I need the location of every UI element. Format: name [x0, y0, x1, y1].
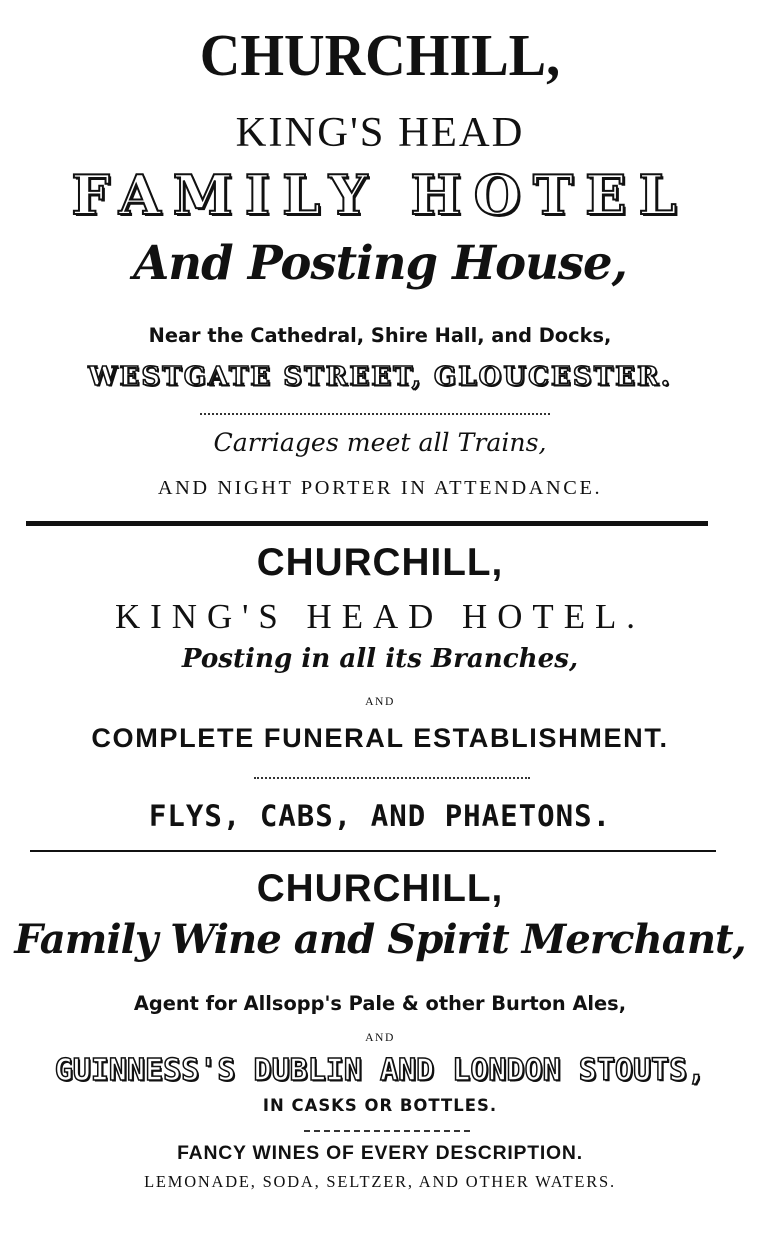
carriages-line: Carriages meet all Trains, — [213, 428, 547, 457]
funeral-proprietor-heading: CHURCHILL, — [256, 541, 504, 584]
dotted-divider — [200, 413, 550, 415]
wine-proprietor-heading: CHURCHILL, — [256, 867, 504, 910]
kings-head-hotel-title: KING'S HEAD HOTEL. — [115, 597, 645, 636]
and-connector: AND — [365, 1031, 395, 1044]
wine-merchant-title: Family Wine and Spirit Merchant, — [14, 916, 746, 963]
hotel-proprietor-heading: CHURCHILL, — [199, 23, 561, 89]
location-note: Near the Cathedral, Shire Hall, and Docks, — [148, 324, 612, 347]
hotel-name: KING'S HEAD — [235, 109, 525, 156]
section-divider-rule — [30, 850, 716, 852]
stouts-line: GUINNESS'S DUBLIN AND LONDON STOUTS, — [54, 1053, 706, 1088]
section-divider-rule — [26, 521, 708, 526]
hotel-type-ornate: FAMILY HOTEL — [71, 163, 689, 227]
casks-line: IN CASKS OR BOTTLES. — [262, 1096, 498, 1115]
fancy-wines-line: FANCY WINES OF EVERY DESCRIPTION. — [177, 1142, 583, 1164]
dotted-divider — [304, 1130, 470, 1132]
posting-house-line: And Posting House, — [133, 235, 627, 290]
posting-branches-line: Posting in all its Branches, — [181, 643, 579, 674]
vehicles-line: FLYS, CABS, AND PHAETONS. — [148, 799, 612, 833]
night-porter-line: AND NIGHT PORTER IN ATTENDANCE. — [157, 477, 603, 499]
allsopp-agent-line: Agent for Allsopp's Pale & other Burton Ales, — [133, 992, 627, 1015]
waters-line: LEMONADE, SODA, SELTZER, AND OTHER WATERS. — [144, 1172, 616, 1191]
and-connector: AND — [365, 695, 395, 708]
street-address: WESTGATE STREET, GLOUCESTER. — [88, 361, 672, 392]
dotted-divider — [254, 777, 530, 779]
funeral-establishment-line: COMPLETE FUNERAL ESTABLISHMENT. — [91, 722, 669, 753]
